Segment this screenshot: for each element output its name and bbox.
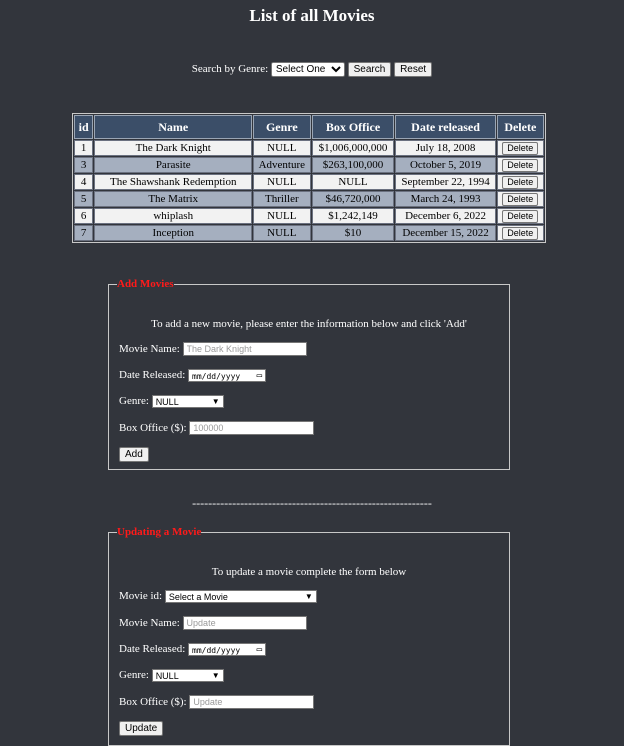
add-movie-form xyxy=(108,278,510,470)
update-genre-row xyxy=(119,669,224,682)
cell-delete xyxy=(497,140,544,156)
cell-genre: Adventure xyxy=(253,157,310,173)
cell-delete xyxy=(497,225,544,241)
cell-delete xyxy=(497,157,544,173)
table-row xyxy=(74,225,544,241)
add-date-input[interactable] xyxy=(188,369,266,382)
table-row xyxy=(74,174,544,190)
cell-id: 3 xyxy=(74,157,93,173)
cell-name: Inception xyxy=(94,225,252,241)
section-divider: ------------------------------------------------------------ xyxy=(192,496,432,510)
cell-box-office: $46,720,000 xyxy=(312,191,395,207)
cell-date: September 22, 1994 xyxy=(395,174,495,190)
update-box-row xyxy=(119,695,314,709)
cell-name: Parasite xyxy=(94,157,252,173)
add-box-label: Box Office ($): xyxy=(119,422,187,434)
col-header-delete: Delete xyxy=(497,115,544,139)
update-name-input[interactable] xyxy=(183,616,307,630)
update-submit-row xyxy=(119,721,163,736)
col-header-box-office: Box Office xyxy=(312,115,395,139)
cell-date: October 5, 2019 xyxy=(395,157,495,173)
cell-name: whiplash xyxy=(94,208,252,224)
page-title: List of all Movies xyxy=(249,6,375,25)
search-button[interactable]: Search xyxy=(348,62,392,77)
update-intro-text: To update a movie complete the form below xyxy=(211,566,407,578)
table-header-row xyxy=(74,115,544,139)
add-name-row xyxy=(119,342,307,356)
col-header-id: id xyxy=(74,115,93,139)
cell-id: 5 xyxy=(74,191,93,207)
update-date-placeholder: mm/dd/yyyy xyxy=(192,646,241,655)
update-genre-label: Genre: xyxy=(119,669,149,682)
add-date-label: Date Released: xyxy=(119,369,186,382)
cell-box-office: $10 xyxy=(312,225,395,241)
delete-button[interactable]: Delete xyxy=(502,193,538,206)
delete-button[interactable]: Delete xyxy=(502,227,538,240)
update-name-label: Movie Name: xyxy=(119,617,180,629)
cell-genre: Thriller xyxy=(253,191,310,207)
delete-button[interactable]: Delete xyxy=(502,159,538,172)
delete-button[interactable]: Delete xyxy=(502,210,538,223)
calendar-icon[interactable]: ▭ xyxy=(256,371,263,381)
table-row xyxy=(74,140,544,156)
add-name-label: Movie Name: xyxy=(119,343,180,355)
chevron-down-icon: ▼ xyxy=(304,592,313,601)
update-id-row xyxy=(119,590,317,603)
add-genre-select[interactable] xyxy=(152,395,224,408)
add-genre-label: Genre: xyxy=(119,395,149,408)
add-box-row xyxy=(119,421,314,435)
table-row xyxy=(74,191,544,207)
cell-box-office: $1,006,000,000 xyxy=(312,140,395,156)
cell-date: December 15, 2022 xyxy=(395,225,495,241)
add-movie-legend: Add Movies xyxy=(117,278,174,290)
update-movie-form xyxy=(108,526,510,746)
table-row xyxy=(74,157,544,173)
cell-id: 6 xyxy=(74,208,93,224)
add-button[interactable]: Add xyxy=(119,447,149,462)
cell-box-office: $1,242,149 xyxy=(312,208,395,224)
cell-name: The Dark Knight xyxy=(94,140,252,156)
genre-search-select[interactable] xyxy=(271,62,345,77)
cell-delete xyxy=(497,191,544,207)
cell-genre: NULL xyxy=(253,225,310,241)
update-id-select[interactable] xyxy=(165,590,317,603)
add-genre-row xyxy=(119,395,224,408)
cell-id: 4 xyxy=(74,174,93,190)
cell-name: The Matrix xyxy=(94,191,252,207)
cell-id: 1 xyxy=(74,140,93,156)
table-row xyxy=(74,208,544,224)
update-id-selected: Select a Movie xyxy=(168,592,228,602)
update-id-label: Movie id: xyxy=(119,590,163,603)
reset-button[interactable]: Reset xyxy=(394,62,432,77)
update-box-label: Box Office ($): xyxy=(119,696,187,708)
search-bar xyxy=(0,62,624,77)
update-genre-selected: NULL xyxy=(155,671,179,681)
cell-genre: NULL xyxy=(253,174,310,190)
add-box-input[interactable] xyxy=(189,421,314,435)
update-date-input[interactable] xyxy=(188,643,266,656)
cell-genre: NULL xyxy=(253,208,310,224)
update-movie-legend: Updating a Movie xyxy=(117,526,202,538)
cell-id: 7 xyxy=(74,225,93,241)
delete-button[interactable]: Delete xyxy=(502,176,538,189)
cell-box-office: NULL xyxy=(312,174,395,190)
col-header-date: Date released xyxy=(395,115,495,139)
update-genre-select[interactable] xyxy=(152,669,224,682)
cell-date: March 24, 1993 xyxy=(395,191,495,207)
chevron-down-icon: ▼ xyxy=(211,397,220,406)
cell-box-office: $263,100,000 xyxy=(312,157,395,173)
col-header-genre: Genre xyxy=(253,115,310,139)
delete-button[interactable]: Delete xyxy=(502,142,538,155)
col-header-name: Name xyxy=(94,115,252,139)
add-date-placeholder: mm/dd/yyyy xyxy=(192,372,241,381)
update-name-row xyxy=(119,616,307,630)
add-submit-row xyxy=(119,447,149,462)
calendar-icon[interactable]: ▭ xyxy=(256,645,263,655)
add-genre-selected: NULL xyxy=(155,397,179,407)
update-date-label: Date Released: xyxy=(119,643,186,656)
cell-date: July 18, 2008 xyxy=(395,140,495,156)
update-date-row xyxy=(119,643,266,656)
cell-delete xyxy=(497,208,544,224)
cell-date: December 6, 2022 xyxy=(395,208,495,224)
chevron-down-icon: ▼ xyxy=(211,671,220,680)
movies-table xyxy=(72,113,546,243)
add-date-row xyxy=(119,369,266,382)
cell-delete xyxy=(497,174,544,190)
cell-name: The Shawshank Redemption xyxy=(94,174,252,190)
add-intro-text: To add a new movie, please enter the information below and click 'Add' xyxy=(151,318,467,330)
update-button[interactable]: Update xyxy=(119,721,163,736)
cell-genre: NULL xyxy=(253,140,310,156)
update-box-input[interactable] xyxy=(189,695,314,709)
add-name-input[interactable] xyxy=(183,342,307,356)
search-label: Search by Genre: xyxy=(191,63,269,75)
